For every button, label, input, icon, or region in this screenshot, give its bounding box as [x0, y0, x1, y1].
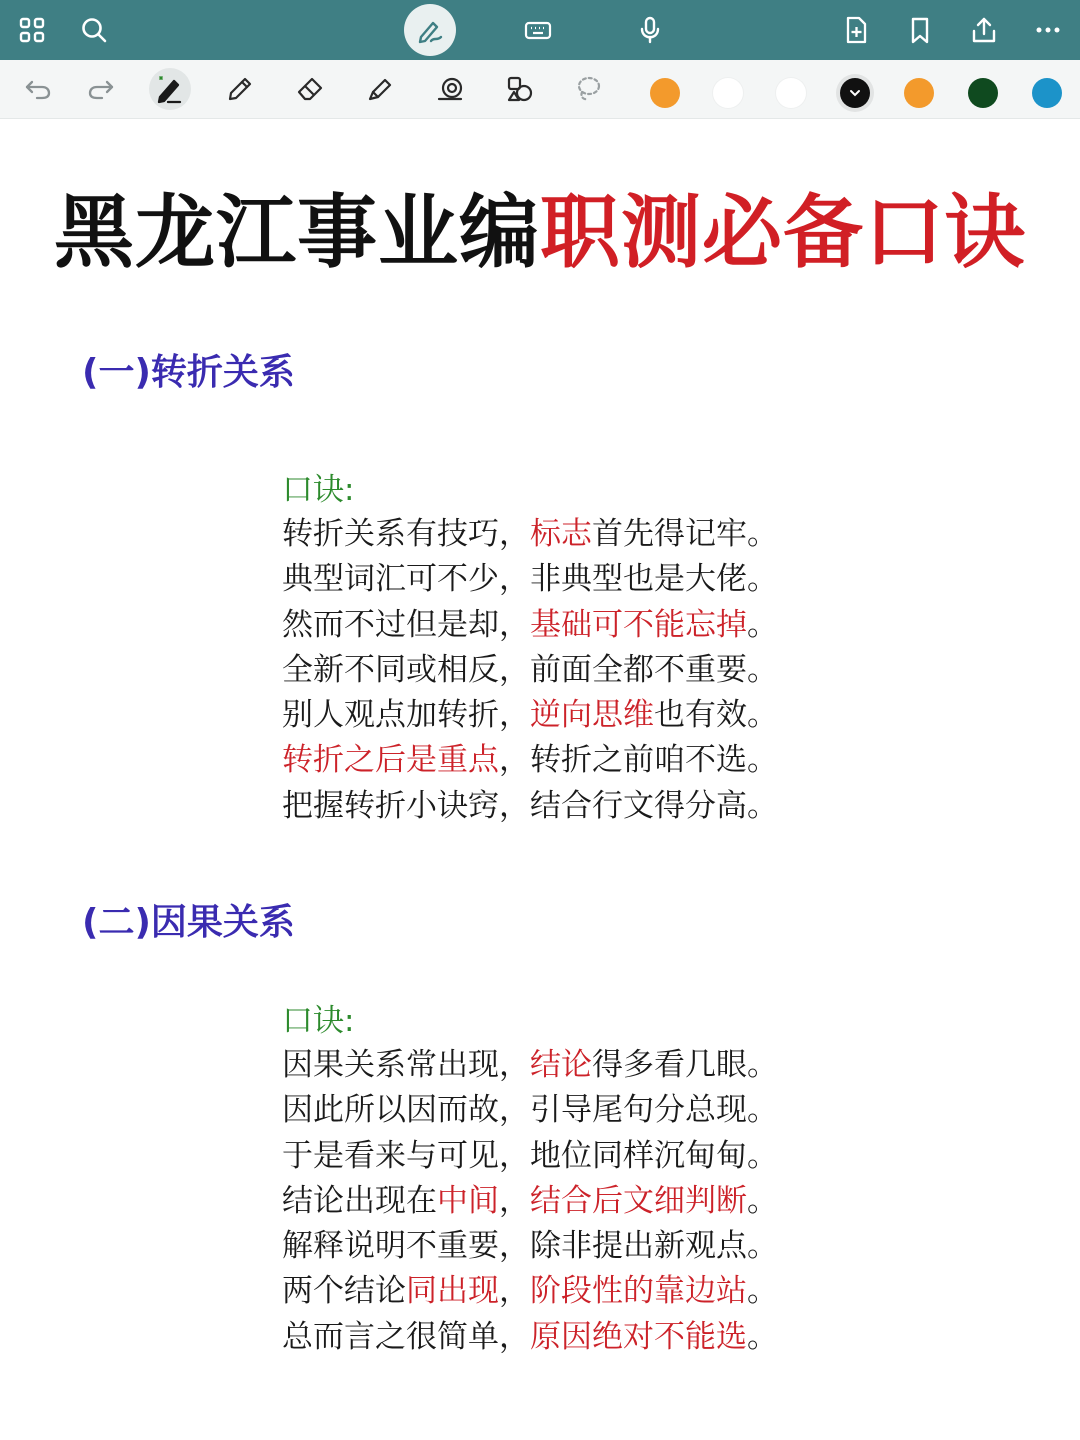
mnemonic-line [282, 693, 778, 738]
line-text: ， [499, 1273, 530, 1310]
color-swatch-blue[interactable] [1032, 78, 1062, 108]
highlighter-icon[interactable] [359, 68, 401, 110]
mnemonic-line [282, 1179, 778, 1224]
title-black-part: 黑龙江事业编 [54, 186, 540, 279]
color-swatch-black[interactable] [840, 78, 870, 108]
keyboard-icon[interactable] [518, 10, 558, 50]
line-text: 典型词汇可不少，非典型也是大佬。 [282, 561, 778, 598]
line-text: 转折关系有技巧， [282, 516, 530, 552]
pen-edit-icon[interactable] [404, 4, 456, 56]
line-text: 结论出现在 [282, 1182, 437, 1219]
more-icon[interactable] [1028, 10, 1068, 50]
redo-icon[interactable] [80, 68, 122, 110]
mnemonic-line [282, 1269, 778, 1314]
highlighted-text: 基础可不能忘掉 [530, 606, 747, 643]
top-app-bar [0, 0, 1080, 60]
mnemonic-line [282, 784, 778, 829]
color-swatch-dark-green[interactable] [968, 78, 998, 108]
eraser-icon[interactable] [289, 68, 331, 110]
search-icon[interactable] [74, 10, 114, 50]
ballpoint-pen-icon[interactable] [149, 68, 191, 110]
highlighted-text: 同出现 [406, 1273, 499, 1310]
line-text: 于是看来与可见，地位同样沉甸甸。 [282, 1137, 778, 1174]
line-text: 总而言之很简单， [282, 1318, 530, 1355]
mnemonic-line [282, 1088, 778, 1133]
share-icon[interactable] [964, 10, 1004, 50]
mnemonic-lines [282, 512, 778, 829]
mnemonic-line [282, 1043, 778, 1088]
mnemonic-line [282, 512, 778, 557]
line-text: 得多看几眼。 [592, 1047, 778, 1083]
line-text: 因果关系常出现， [282, 1047, 530, 1083]
mnemonic-line [282, 738, 778, 783]
color-swatch-orange[interactable] [650, 78, 680, 108]
mnemonic-lines [282, 1043, 778, 1360]
mnemonic-line [282, 648, 778, 693]
highlighted-text: 结合后文细判断 [530, 1182, 747, 1219]
color-swatch-white[interactable] [713, 78, 743, 108]
line-text: 把握转折小诀窍，结合行文得分高。 [282, 787, 778, 824]
color-swatch-white[interactable] [776, 78, 806, 108]
page-title [0, 178, 1080, 288]
line-text: 也有效。 [654, 697, 778, 734]
highlighted-text: 原因绝对不能选 [530, 1318, 747, 1355]
pencil-icon[interactable] [219, 68, 261, 110]
microphone-icon[interactable] [630, 10, 670, 50]
line-text: 。 [747, 1318, 778, 1355]
mnemonic-label: 口诀: [282, 1003, 355, 1039]
mnemonic-line [282, 557, 778, 602]
line-text: 全新不同或相反，前面全都不重要。 [282, 651, 778, 688]
line-text: 因此所以因而故，引导尾句分总现。 [282, 1092, 778, 1129]
line-text: 首先得记牢。 [592, 516, 778, 552]
highlighted-text: 转折之后是重点 [282, 742, 499, 779]
chevron-down-icon [840, 78, 870, 108]
line-text: 。 [747, 606, 778, 643]
mnemonic-line [282, 1134, 778, 1179]
line-text: 然而不过但是却， [282, 606, 530, 643]
line-text: ， [499, 1182, 530, 1219]
highlighted-text: 中间 [437, 1182, 499, 1219]
title-red-part: 职测必备口诀 [540, 186, 1026, 279]
grid-icon[interactable] [12, 10, 52, 50]
highlighted-text: 结论 [530, 1047, 592, 1083]
section-heading: (二)因果关系 [82, 902, 295, 943]
line-text: 两个结论 [282, 1273, 406, 1310]
undo-icon[interactable] [17, 68, 59, 110]
mnemonic-line [282, 1315, 778, 1360]
line-text: 别人观点加转折， [282, 697, 530, 734]
shape-icon[interactable] [429, 68, 471, 110]
mnemonic-line [282, 1224, 778, 1269]
line-text: ，转折之前咱不选。 [499, 742, 778, 779]
line-text: 。 [747, 1182, 778, 1219]
line-text: 解释说明不重要，除非提出新观点。 [282, 1228, 778, 1265]
add-page-icon[interactable] [836, 10, 876, 50]
color-swatch-orange[interactable] [904, 78, 934, 108]
sticker-icon[interactable] [499, 68, 541, 110]
line-text: 。 [747, 1273, 778, 1310]
mnemonic-line [282, 603, 778, 648]
highlighted-text: 逆向思维 [530, 697, 654, 734]
bookmark-icon[interactable] [900, 10, 940, 50]
mnemonic-label: 口诀: [282, 472, 355, 508]
highlighted-text: 标志 [530, 516, 592, 552]
highlighted-text: 阶段性的靠边站 [530, 1273, 747, 1310]
lasso-icon[interactable] [567, 68, 609, 110]
section-heading: (一)转折关系 [82, 352, 295, 393]
